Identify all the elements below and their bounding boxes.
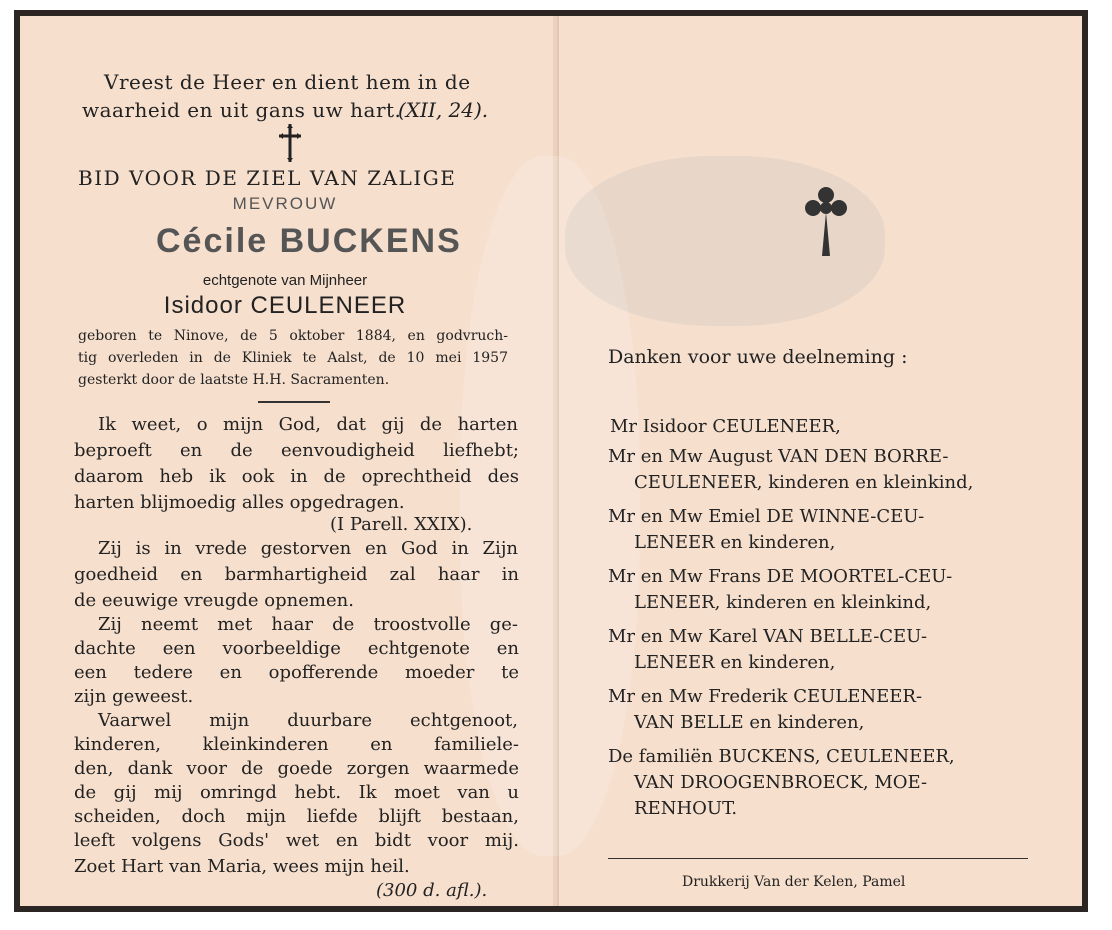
mourner-line: Mr en Mw Emiel DE WINNE-CEU- [608,506,925,527]
body-line: dachte een voorbeeldige echtgenote en [74,638,519,659]
mourner-line: RENHOUT. [634,798,738,819]
mourner-line: Mr Isidoor CEULENEER, [610,416,841,437]
mourner-line: Mr en Mw Karel VAN BELLE-CEU- [608,626,928,647]
life-details-line: tig overleden in de Kliniek te Aalst, de 10 mei 1957 [78,350,508,366]
cross-icon [275,122,305,164]
prayer-line: beproeft en de eenvoudigheid liefhebt; [74,440,519,461]
body-line: kinderen, kleinkinderen en familiele- [74,734,519,755]
spouse-intro: echtgenote van Mijnheer [202,272,368,289]
mourner-line: Mr en Mw August VAN DEN BORRE- [608,446,949,467]
body-line: een tedere en opofferende moeder te [74,662,519,683]
divider [258,401,330,403]
indulgence: (300 d. afl.). [376,880,488,901]
life-details-line: gesterkt door de laatste H.H. Sacramenten. [78,372,390,388]
body-line: scheiden, doch mijn liefde blijft bestaan, [74,806,519,827]
body-line: den, dank voor de goede zorgen waarmede [74,758,519,779]
prayer-heading: BID VOOR DE ZIEL VAN ZALIGE [78,166,457,190]
body-line: zijn geweest. [74,686,194,707]
verse-line-1: Vreest de Heer en dient hem in de [104,70,471,94]
body-line: de eeuwige vreugde opnemen. [74,590,354,611]
mourner-line: VAN BELLE en kinderen, [634,712,865,733]
body-line: goedheid en barmhartigheid zal haar in [74,564,519,585]
mourner-line: De familiën BUCKENS, CEULENEER, [608,746,955,767]
memorial-card [14,10,1088,912]
spouse-name: Isidoor CEULENEER [163,292,407,319]
title: MEVROUW [232,194,338,213]
mourner-line: VAN DROOGENBROECK, MOE- [634,772,928,793]
body-line: Zoet Hart van Maria, wees mijn heil. [74,856,410,877]
life-details-line: geboren te Ninove, de 5 oktober 1884, en godvruch- [78,328,508,344]
body-line: de gij mij omringd hebt. Ik moet van u [74,782,519,803]
verse-line-2: waarheid en uit gans uw hart. [82,98,402,122]
mourner-line: Mr en Mw Frans DE MOORTEL-CEU- [608,566,953,587]
ghost-print [740,221,751,264]
mourner-line: LENEER en kinderen, [634,652,836,673]
mourner-line: CEULENEER, kinderen en kleinkind, [634,472,974,493]
prayer-line: daarom heb ik ook in de oprechtheid des [74,466,519,487]
prayer-line: Ik weet, o mijn God, dat gij de harten [98,414,518,435]
thanks-heading: Danken voor uwe deelneming : [608,346,908,368]
body-line: Vaarwel mijn duurbare echtgenoot, [98,710,518,731]
body-line: leeft volgens Gods' wet en bidt voor mij. [74,830,519,851]
mourner-line: Mr en Mw Frederik CEULENEER- [608,686,923,707]
flower-cross-icon [802,184,850,258]
body-line: Zij is in vrede gestorven en God in Zijn [98,538,518,559]
prayer-line: harten blijmoedig alles opgedragen. [74,492,405,513]
mourner-line: LENEER en kinderen, [634,532,836,553]
printer-credit: Drukkerij Van der Kelen, Pamel [682,874,906,890]
deceased-name: Cécile BUCKENS [156,222,462,260]
body-line: Zij neemt met haar de troostvolle ge- [98,614,518,635]
verse-ref: (XII, 24). [398,98,489,122]
mourner-line: LENEER, kinderen en kleinkind, [634,592,932,613]
footer-rule [608,858,1028,859]
prayer-ref: (I Parell. XXIX). [330,514,473,535]
